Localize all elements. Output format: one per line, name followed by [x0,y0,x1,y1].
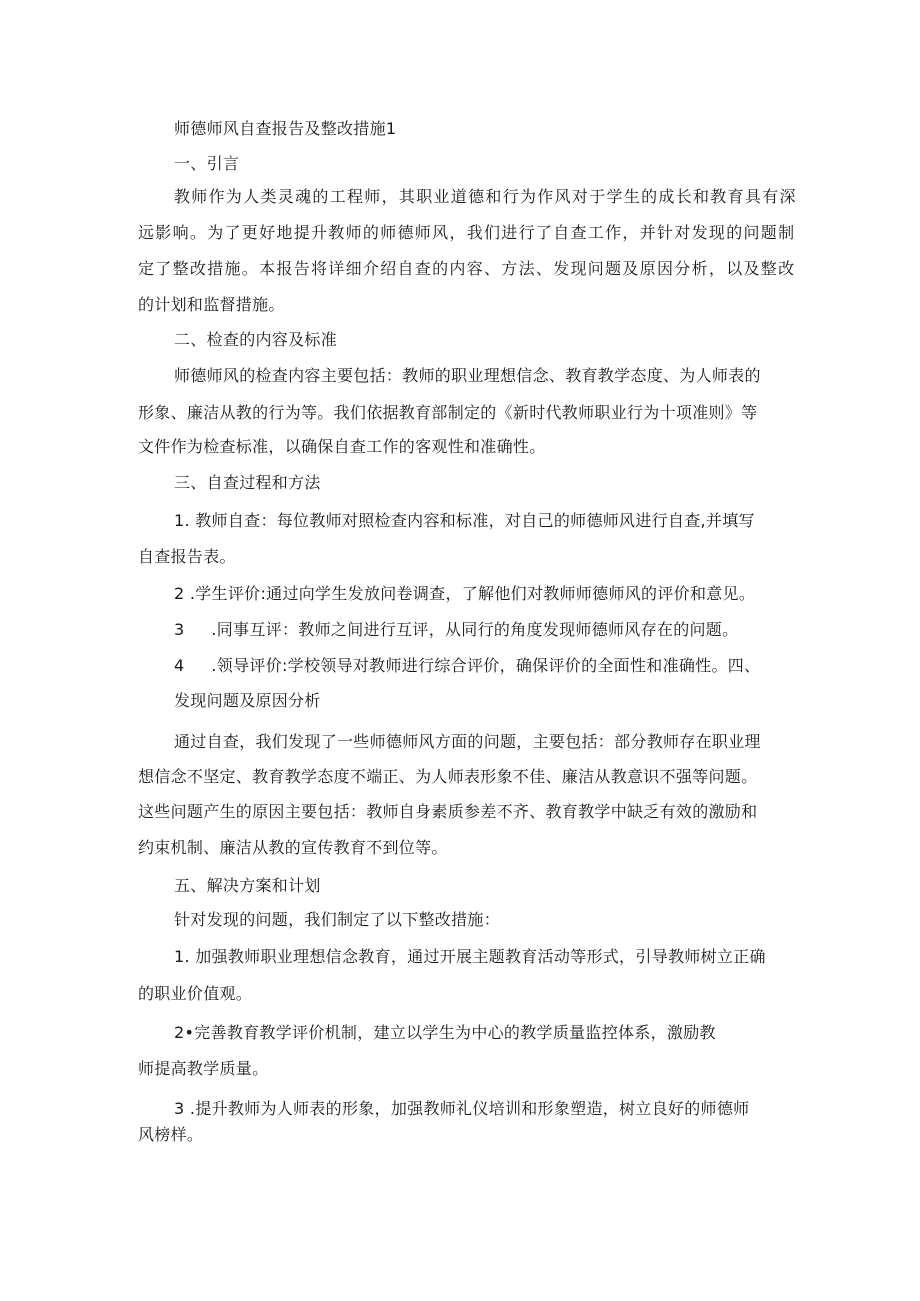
intro-paragraph-line: 的计划和监督措施。 [138,295,285,314]
heading-process: 三、自查过程和方法 [174,473,321,492]
intro-paragraph-line: 教师作为人类灵魂的工程师，其职业道德和行为作风对于学生的成长和教育具有深 [174,187,797,206]
content-paragraph-line: 师德师风的检查内容主要包括：教师的职业理想信念、教育教学态度、为人师表的 [174,366,761,385]
heading-analysis: 发现问题及原因分析 [174,691,321,710]
heading-plan: 五、解决方案和计划 [174,876,321,895]
document-title: 师德师风自查报告及整改措施1 [174,119,397,138]
plan-item-3: 3 .提升教师为人师表的形象，加强教师礼仪培训和形象塑造，树立良好的师德师 [174,1099,750,1118]
process-item-3: 3 .同事互评：教师之间进行互评，从同行的角度发现师德师风存在的问题。 [174,620,739,639]
process-item-4: 4 .领导评价:学校领导对教师进行综合评价，确保评价的全面性和准确性。四、 [174,656,761,675]
content-paragraph-line: 形象、廉洁从教的行为等。我们依据教育部制定的《新时代教师职业行为十项准则》等 [138,403,758,422]
intro-paragraph-line: 远影响。为了更好地提升教师的师德师风，我们进行了自查工作，并针对发现的问题制 [138,223,796,242]
plan-item-1-cont: 的职业价值观。 [138,984,253,1003]
plan-item-2: 2•完善教育教学评价机制，建立以学生为中心的教学质量监控体系，激励教 [174,1023,716,1042]
analysis-paragraph-line: 想信念不坚定、教育教学态度不端正、为人师表形象不佳、廉洁从教意识不强等问题。 [138,767,758,786]
content-paragraph-line: 文件作为检查标准，以确保自查工作的客观性和准确性。 [138,437,546,456]
process-item-1-cont: 自查报告表。 [138,547,236,566]
analysis-paragraph-line: 约束机制、廉洁从教的宣传教育不到位等。 [138,838,448,857]
analysis-paragraph-line: 这些问题产生的原因主要包括：教师自身素质参差不齐、教育教学中缺乏有效的激励和 [138,802,758,821]
heading-content: 二、检查的内容及标准 [174,330,338,349]
plan-item-1: 1. 加强教师职业理想信念教育，通过开展主题教育活动等形式，引导教师树立正确 [174,947,766,966]
plan-intro: 针对发现的问题，我们制定了以下整改措施： [174,910,501,929]
heading-intro: 一、引言 [174,154,240,173]
plan-item-2-cont: 师提高教学质量。 [138,1059,269,1078]
process-item-2: 2 .学生评价:通过向学生发放问卷调查，了解他们对教师师德师风的评价和意见。 [174,584,756,603]
analysis-paragraph-line: 通过自查，我们发现了一些师德师风方面的问题，主要包括：部分教师存在职业理 [174,732,761,751]
plan-item-3-cont: 风榜样。 [138,1125,204,1144]
process-item-1: 1. 教师自查：每位教师对照检查内容和标准，对自己的师德师风进行自查,并填写 [174,511,755,530]
intro-paragraph-line: 定了整改措施。本报告将详细介绍自查的内容、方法、发现问题及原因分析，以及整改 [138,259,796,278]
